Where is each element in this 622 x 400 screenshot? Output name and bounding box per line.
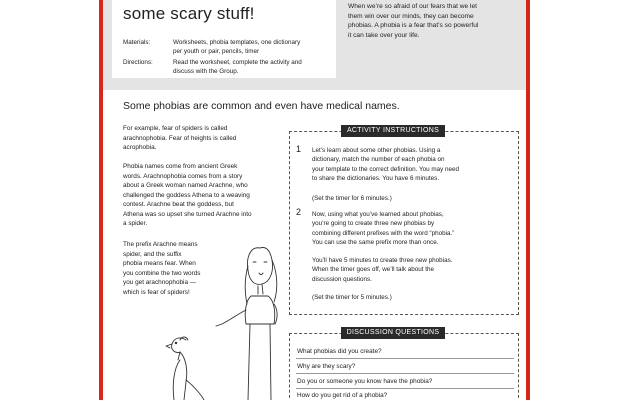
text-line: Phobia names come from ancient Greek <box>123 163 238 170</box>
text-line: The prefix Arachne means <box>123 241 198 248</box>
discussion-question: Why are they scary? <box>297 363 356 370</box>
directions-line: Read the worksheet, complete the activity and <box>173 59 302 66</box>
text-line: which is fear of spiders! <box>123 288 190 296</box>
text-line: about a Greek woman named Arachne, who <box>123 182 248 189</box>
text-line: You can use the same prefix more than once. <box>312 239 439 247</box>
text-line: dictionary, match the number of each phobia on <box>312 156 445 164</box>
text-line: challenged the goddess Athena to a weaving <box>123 191 250 199</box>
activity-title: ACTIVITY INSTRUCTIONS <box>341 125 445 137</box>
greek-origin-paragraph <box>123 162 265 229</box>
note-line: it can take over your life. <box>348 31 420 39</box>
right-border-rule <box>526 0 530 400</box>
materials-label: Materials: <box>123 39 151 46</box>
divider <box>296 388 514 389</box>
girl-and-dog-illustration <box>150 240 285 400</box>
text-line: you’re going to create three new phobias by <box>312 220 435 228</box>
text-line: you combine the two words <box>123 269 201 277</box>
text-line: phobia means fear. When <box>123 260 196 267</box>
step-two-text <box>312 210 512 248</box>
intro-paragraph <box>123 124 265 153</box>
section-heading: Some phobias are common and even have medical names. <box>123 100 400 112</box>
text-line: discussion questions. <box>312 275 372 283</box>
text-line: spider, and the suffix <box>123 250 182 258</box>
text-line: you get arachnophobia — <box>123 279 197 286</box>
page-title: some scary stuff! <box>123 4 255 23</box>
directions-label: Directions: <box>123 59 153 66</box>
discussion-title: DISCUSSION QUESTIONS <box>341 327 445 339</box>
text-line: a spider. <box>123 220 148 227</box>
directions-line: discuss with the Group. <box>173 68 239 75</box>
step-two-timer: (Set the timer for 5 minutes.) <box>312 294 392 301</box>
step-number: 1 <box>296 144 302 154</box>
materials-value <box>173 38 323 56</box>
text-line: For example, fear of spiders is called <box>123 125 228 132</box>
materials-line: Worksheets, phobia templates, one dictionary <box>173 39 301 46</box>
left-border-rule <box>99 0 103 400</box>
note-line: them win over our minds, they can become <box>348 12 474 20</box>
text-line: arachnophobia. Fear of heights is called <box>123 134 237 142</box>
text-line: contest. Arachne beat the goddess, but <box>123 201 234 208</box>
divider <box>296 358 514 359</box>
text-line: to share the dictionaries. You have 6 minutes. <box>312 175 440 183</box>
text-line: combining different prefixes with the word “phobia.” <box>312 229 455 237</box>
phobia-definition-note <box>348 2 516 40</box>
discussion-question: How do you get rid of a phobia? <box>297 392 388 399</box>
text-line: When the timer goes off, we’ll talk about the <box>312 266 435 274</box>
text-line: Now, using what you’ve learned about phobias, <box>312 211 444 218</box>
materials-line: per youth or pair, pencils, timer <box>173 48 260 55</box>
step-two-details <box>312 256 512 284</box>
text-line: Athena was so upset she turned Arachne into <box>123 210 252 218</box>
text-line: acrophobia. <box>123 144 157 151</box>
note-line: When we’re so afraid of our fears that we let <box>348 3 478 10</box>
note-line: phobias. A phobia is a fear that’s so powerful <box>348 22 479 30</box>
step-number: 2 <box>296 207 302 217</box>
discussion-question: What phobias did you create? <box>297 348 382 355</box>
text-line: Let’s learn about some other phobias. Using a <box>312 147 441 154</box>
text-line: You’ll have 5 minutes to create three new phobias. <box>312 257 453 264</box>
text-line: words. Arachnophobia comes from a story <box>123 172 243 180</box>
step-one-text <box>312 146 512 184</box>
directions-value <box>173 58 323 76</box>
divider <box>296 373 514 374</box>
step-one-timer: (Set the timer for 6 minutes.) <box>312 195 392 202</box>
discussion-question: Do you or someone you know have the phobia? <box>297 378 433 385</box>
text-line: your template to the correct definition. You may need <box>312 165 460 173</box>
